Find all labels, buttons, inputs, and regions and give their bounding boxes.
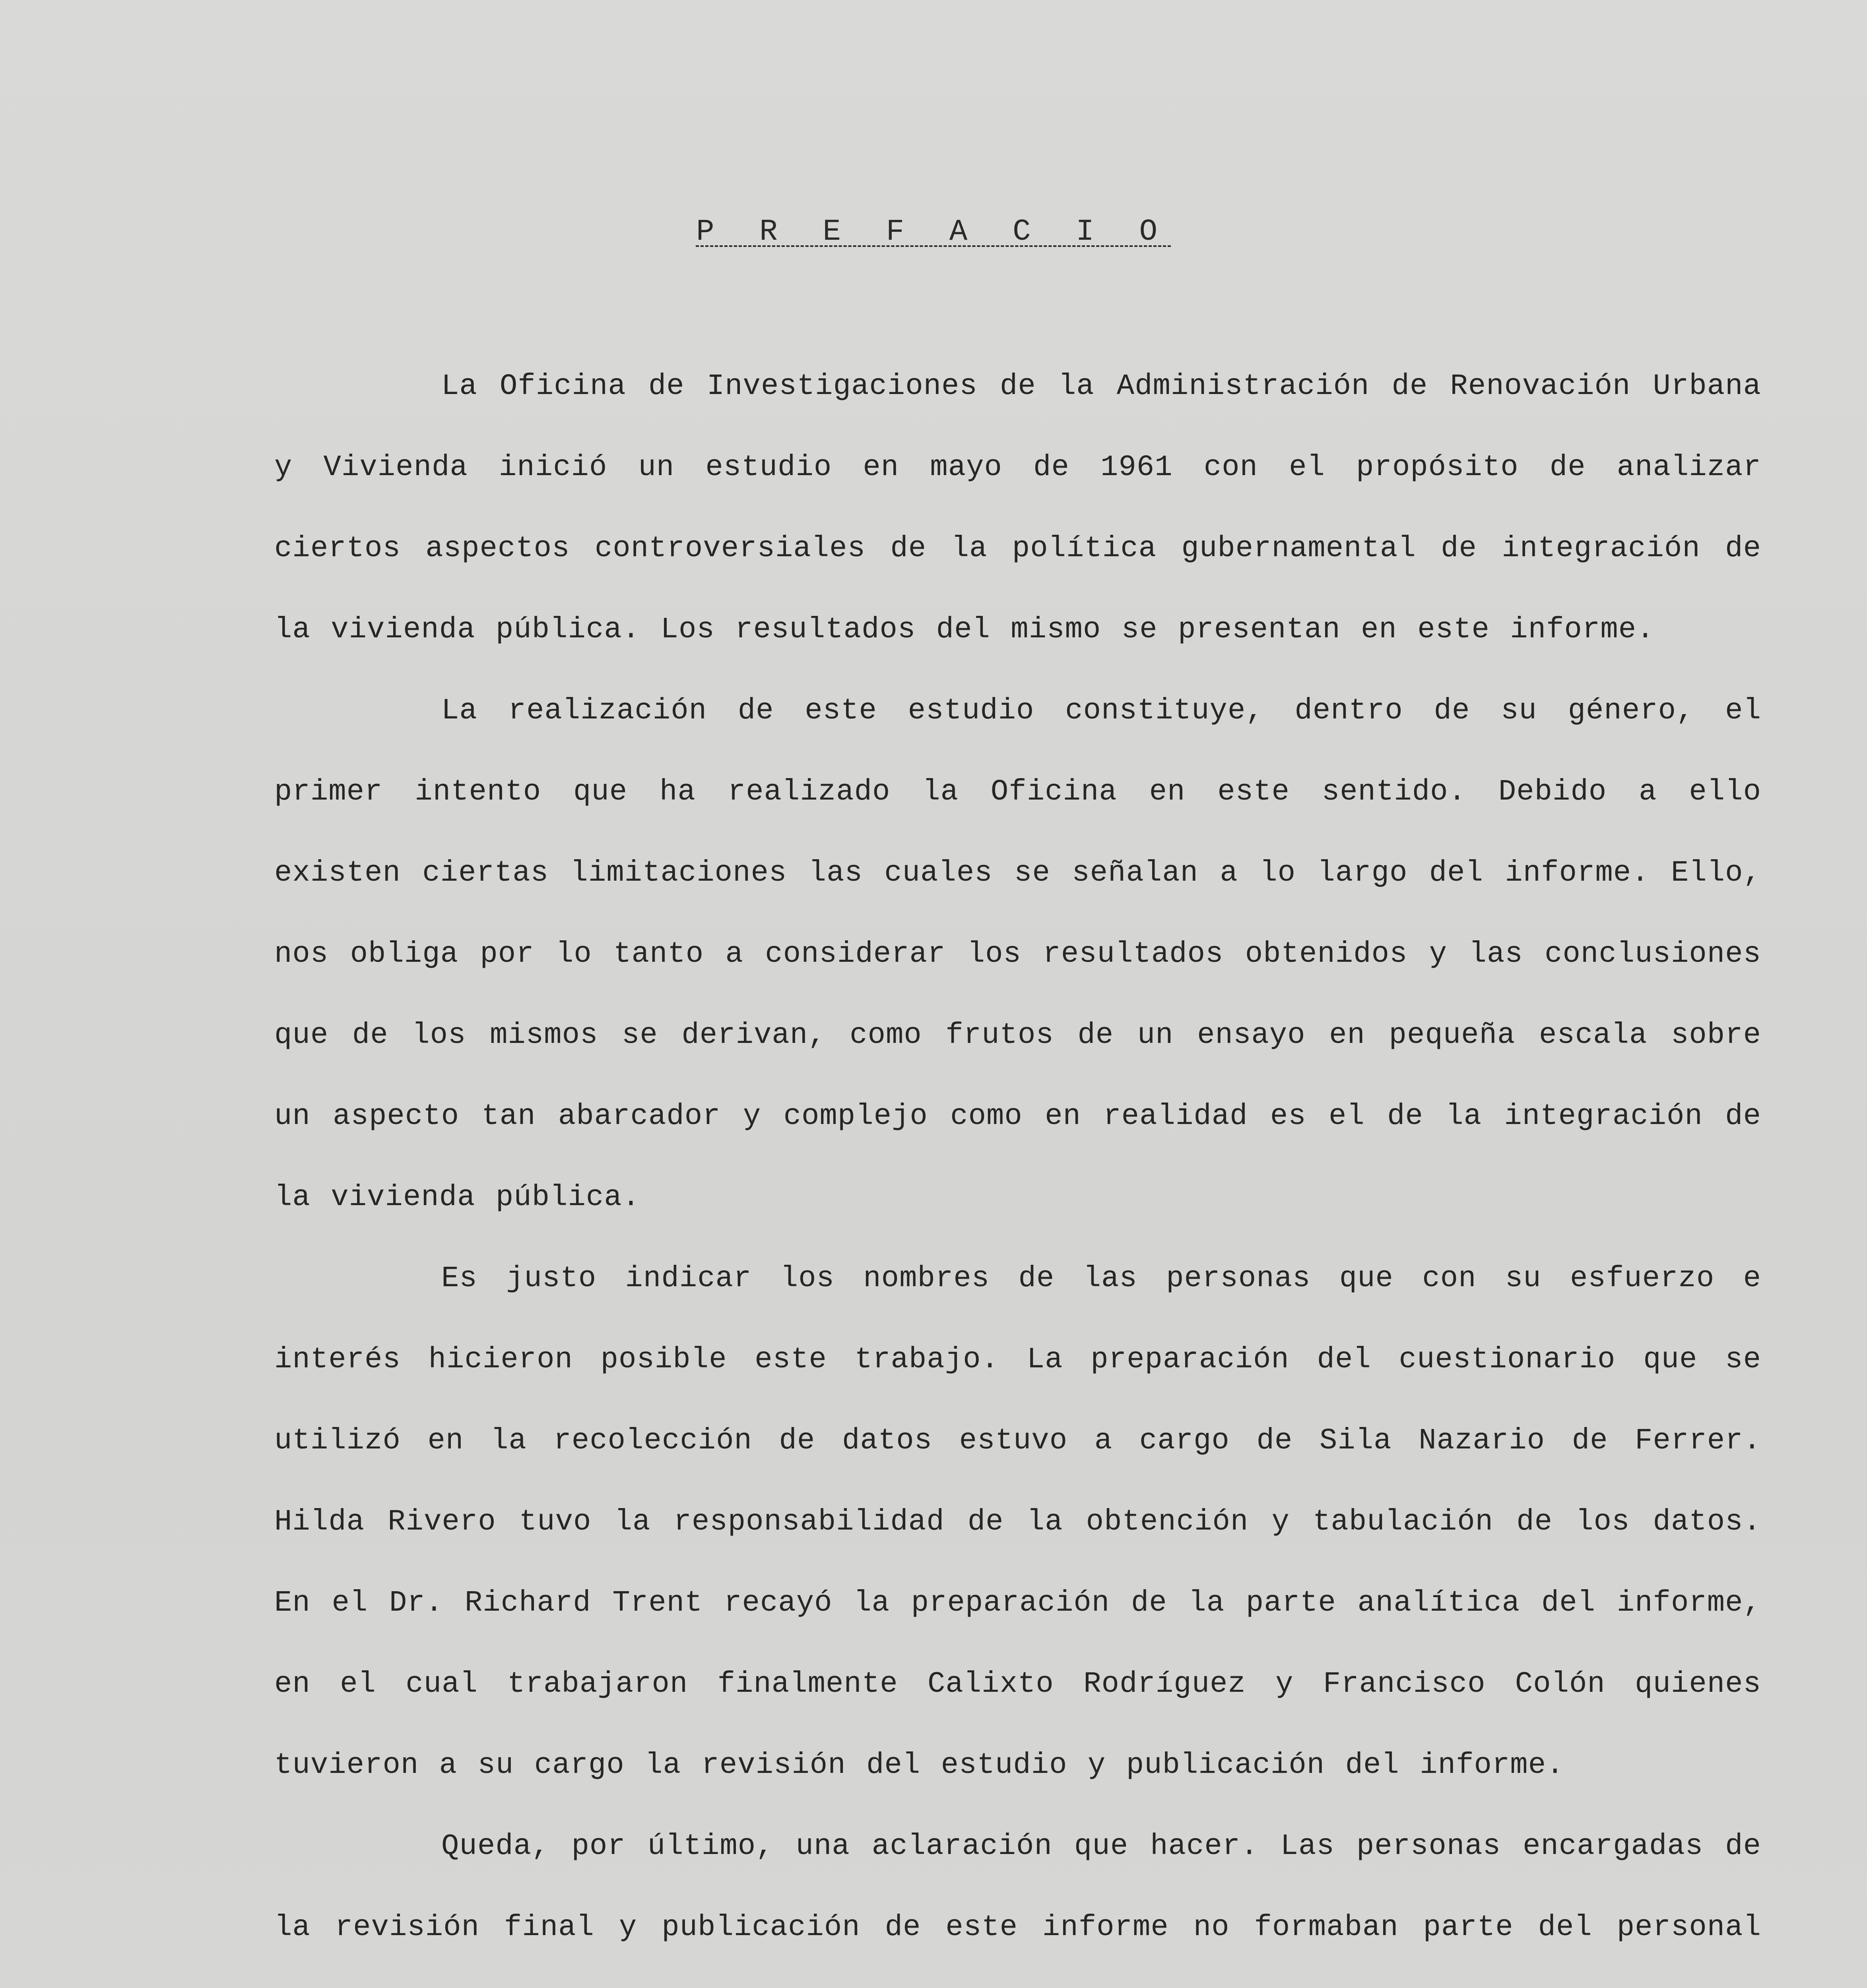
paragraph-3: Es justo indicar los nombres de las personas que con su esfuerzo e interés hicieron posible este trabajo. La preparación del cuestionario que se utilizó en la recolección de datos estuvo a cargo de Sila Nazario de Ferrer. Hilda Rivero tuvo la responsabilidad de la obtención y tabulación de los datos. En el Dr. Richard Trent recayó la preparación de la parte analítica del informe, en el cual trabajaron finalmente Calixto Rodríguez y Francisco Colón quienes tuvieron a su cargo la revisión del estudio y publicación del informe. bbox=[274, 1262, 1761, 1782]
paragraph-1: La Oficina de Investigaciones de la Administración de Renovación Urbana y Vivienda inició un estudio en mayo de 1961 con el propósito de analizar ciertos aspectos controversiales de la política gubernamental de integración de la vivienda pública. Los resultados del mismo se presentan en este informe. bbox=[274, 370, 1761, 646]
page-title: P R E F A C I O bbox=[696, 215, 1171, 249]
preface-body bbox=[274, 346, 1761, 1988]
paragraph-2: La realización de este estudio constituye, dentro de su género, el primer intento que ha realizado la Oficina en este sentido. Debido a ello existen ciertas limitaciones las cuales se señalan a lo largo del informe. Ello, nos obliga por lo tanto a considerar los resultados obtenidos y las conclusiones que de los mismos se derivan, como frutos de un ensayo en pequeña escala sobre un aspecto tan abarcador y complejo como en realidad es el de la integración de la vivienda pública. bbox=[274, 694, 1761, 1214]
paragraph-4: Queda, por último, una aclaración que hacer. Las personas encargadas de la revisión final y publicación de este informe no formaban parte del personal bbox=[274, 1830, 1761, 1944]
